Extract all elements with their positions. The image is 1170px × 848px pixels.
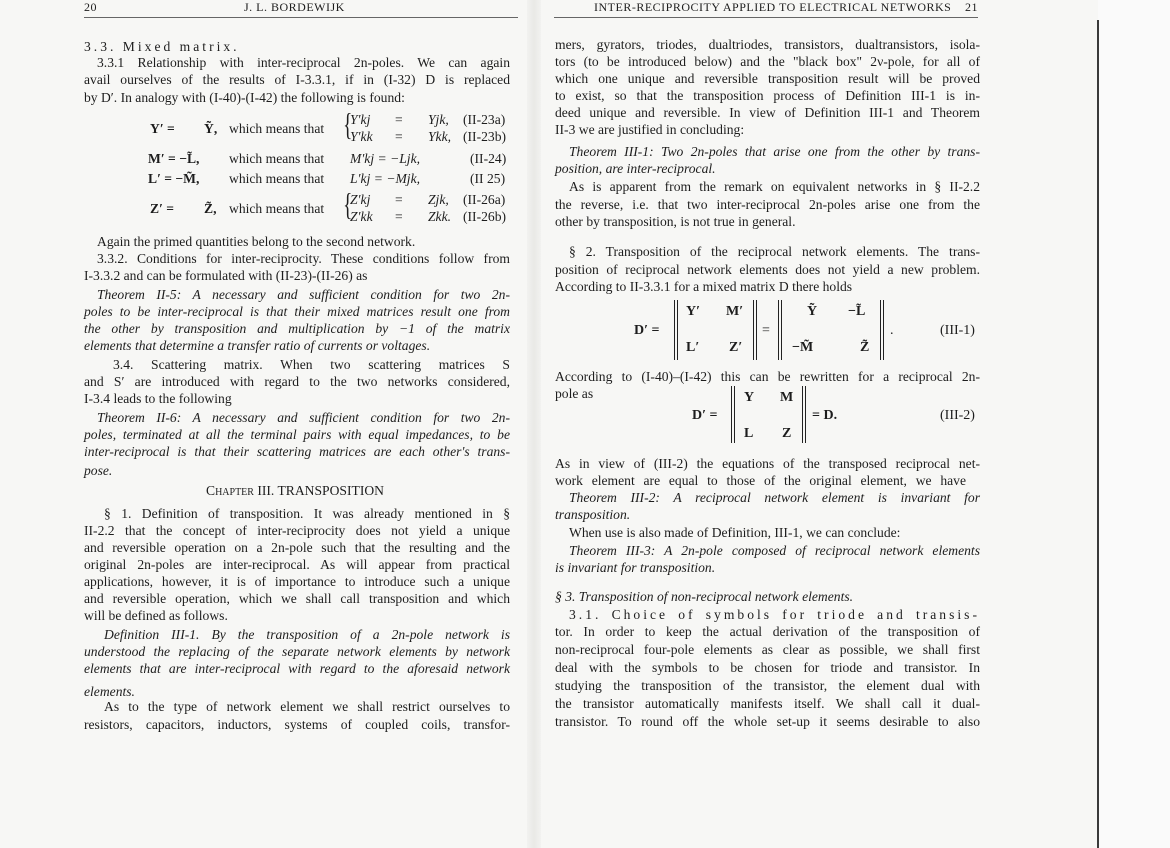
text-line: deed unique and reversible. In view of Definition III-1 and Theorem	[555, 105, 980, 120]
text-line: work element are equal to those of the original element, we have	[555, 473, 966, 488]
text-line: 3.3.2. Conditions for inter-reciprocity. These conditions follow from	[97, 251, 510, 266]
text-line: 3.4. Scattering matrix. When two scattering matrices S	[113, 357, 510, 372]
text-line: II-3 we are justified in concluding:	[555, 122, 745, 137]
matrix-cell: M′	[726, 304, 744, 319]
section-heading: 3.3. Mixed matrix.	[84, 39, 240, 54]
eq-term: Yjk,	[428, 112, 449, 127]
eq-number: (II-23a)	[463, 112, 506, 127]
text-line: which one unique and reversible transposition result will be proved	[555, 71, 980, 86]
text-line: and S′ are introduced with regard to the two networks considered,	[84, 374, 510, 389]
chapter-heading: Chapter III. TRANSPOSITION	[206, 483, 384, 498]
theorem-line: elements that determine a transfer ratio of currents or voltages.	[84, 338, 431, 353]
matrix-cell: Z̃	[860, 340, 870, 355]
text-line: avail ourselves of the results of I-3.3.1, if in (I-32) D is replaced	[84, 72, 510, 87]
eq-text: which means that	[229, 201, 325, 216]
eq-number: (II-24)	[470, 151, 507, 166]
matrix-cell: Z	[782, 426, 792, 441]
text-line: and reversible operation on a 2n-pole such that the resulting and the	[84, 540, 510, 555]
text-line: According to II-3.3.1 for a mixed matrix D there holds	[555, 279, 853, 294]
text-line: position of reciprocal network elements does not yield a new problem.	[555, 262, 980, 277]
text-line: other by transposition, is not true in general.	[555, 214, 796, 229]
text-line: original 2n-poles are inter-reciprocal. As will appear from practical	[84, 557, 510, 572]
matrix-rhs: = D.	[812, 408, 838, 423]
eq-lhs: Y′ =	[150, 121, 175, 136]
theorem-line: Theorem II-6: A necessary and sufficient condition for two 2n-	[97, 410, 510, 425]
theorem-line: transposition.	[555, 507, 631, 522]
eq-lhs: Z′ =	[150, 201, 175, 216]
theorem-line: Theorem II-5: A necessary and sufficient condition for two 2n-	[97, 287, 510, 302]
theorem-line: the other by transposition and multiplication by −1 of the matrix	[84, 321, 510, 336]
matrix-equals: =	[762, 323, 770, 338]
eq-term: Y′kj	[350, 112, 371, 127]
text-line: § 1. Definition of transposition. It was already mentioned in §	[104, 506, 510, 521]
eq-term: Zkk.	[428, 209, 452, 224]
matrix-bar	[880, 300, 884, 360]
matrix-cell: L′	[686, 340, 700, 355]
text-line: pole as	[555, 386, 594, 401]
page-edge	[1098, 0, 1170, 848]
theorem-line: inter-reciprocal is that their scattering matrices are each other's trans-	[84, 444, 510, 459]
matrix-cell: Y	[744, 390, 755, 405]
text-line: transistor. To round off the whole set-up it seems desirable to also	[555, 714, 980, 729]
eq-equals: =	[395, 112, 403, 127]
text-line: non-reciprocal four-pole elements as clear as possible, we shall first	[555, 642, 980, 657]
brace-symbol: {	[343, 186, 353, 222]
definition-line: Definition III-1. By the transposition of a 2n-pole network is	[104, 627, 510, 642]
definition-line: elements.	[84, 684, 135, 699]
eq-rhs: Z̃,	[204, 201, 217, 216]
running-head-right: INTER-RECIPROCITY APPLIED TO ELECTRICAL NETWORKS	[594, 0, 952, 14]
text-line: to exist, so that the transposition process of Definition III-1 is in-	[555, 88, 980, 103]
subsection-heading: 3.1. Choice of symbols for triode and transis-	[569, 607, 980, 622]
eq-term: Z′kk	[350, 209, 373, 224]
eq-term: Ykk,	[428, 129, 452, 144]
matrix-cell: M	[780, 390, 794, 405]
theorem-line: Theorem III-1: Two 2n-poles that arise one from the other by trans-	[569, 144, 980, 159]
left-page	[0, 0, 540, 848]
eq-text: which means that	[229, 151, 325, 166]
text-line: studying the transposition of the transistor, the element dual with	[555, 678, 980, 693]
matrix-bar	[674, 300, 678, 360]
matrix-period: .	[890, 323, 894, 338]
text-line: As is apparent from the remark on equivalent networks in § II-2.2	[569, 179, 980, 194]
eq-text: which means that	[229, 121, 325, 136]
eq-lhs: L′ = −M̃,	[148, 171, 200, 186]
eq-cond: M′kj = −Ljk,	[350, 151, 421, 166]
text-line: deal with the symbols to be chosen for triode and transistor. In	[555, 660, 980, 675]
eq-equals: =	[395, 192, 403, 207]
text-line: by D′. In analogy with (I-40)-(I-42) the following is found:	[84, 90, 405, 105]
text-line: resistors, capacitors, inductors, systems of coupled coils, transfor-	[84, 717, 510, 732]
text-line: Again the primed quantities belong to the second network.	[97, 234, 416, 249]
matrix-cell: Ỹ	[807, 304, 818, 319]
page-edge-line	[1097, 20, 1099, 848]
theorem-line: is invariant for transposition.	[555, 560, 716, 575]
right-header	[554, 0, 978, 18]
theorem-line: poles to be inter-reciprocal is that their mixed matrices result one from	[84, 304, 510, 319]
theorem-line: position, are inter-reciprocal.	[555, 161, 716, 176]
page-number-right: 21	[965, 0, 978, 14]
theorem-line: Theorem III-2: A reciprocal network element is invariant for	[569, 490, 980, 505]
matrix-cell: −M̃	[792, 340, 814, 355]
matrix-cell: −L̃	[848, 304, 866, 319]
text-line: When use is also made of Definition, III-1, we can conclude:	[569, 525, 901, 540]
matrix-bar	[802, 386, 806, 443]
eq-number: (III-2)	[940, 408, 975, 423]
text-line: mers, gyrators, triodes, dualtriodes, transistors, dualtransistors, isola-	[555, 37, 980, 52]
eq-equals: =	[395, 129, 403, 144]
eq-number: (III-1)	[940, 323, 975, 338]
text-line: applications, however, it is of importance to introduce such a unique	[84, 574, 510, 589]
matrix-cell: Z′	[729, 340, 743, 355]
eq-term: Y′kk	[350, 129, 373, 144]
page-number-left: 20	[84, 0, 97, 14]
text-line: I-3.3.2 and can be formulated with (II-23)-(II-26) as	[84, 268, 368, 283]
eq-number: (II-23b)	[463, 129, 507, 144]
text-line: According to (I-40)–(I-42) this can be rewritten for a reciprocal 2n-	[555, 369, 980, 384]
theorem-line: Theorem III-3: A 2n-pole composed of reciprocal network elements	[569, 543, 980, 558]
right-page	[540, 0, 1100, 848]
text-line: As in view of (III-2) the equations of the transposed reciprocal net-	[555, 456, 980, 471]
matrix-bar	[731, 386, 735, 443]
eq-lhs: M′ = −L̃,	[148, 151, 200, 166]
text-line: 3.3.1 Relationship with inter-reciprocal 2n-poles. We can again	[97, 55, 510, 70]
text-line: tor. In order to keep the actual derivation of the transposition of	[555, 624, 980, 639]
eq-number: (II 25)	[470, 171, 506, 186]
text-line: the reverse, i.e. that two inter-reciprocal 2n-poles arise one from the	[555, 197, 980, 212]
brace-symbol: {	[343, 106, 353, 142]
text-line: § 2. Transposition of the reciprocal network elements. The trans-	[569, 244, 980, 259]
eq-cond: L′kj = −Mjk,	[350, 171, 421, 186]
text-line: I-3.4 leads to the following	[84, 391, 232, 406]
matrix-cell: Y′	[686, 304, 701, 319]
text-line: the transistor automatically manifests itself. We shall call it dual-	[555, 696, 980, 711]
section-heading: § 3. Transposition of non-reciprocal network elements.	[555, 589, 854, 604]
matrix-lhs: D′ =	[634, 323, 660, 338]
text-line: and reversible operation, which we shall call transposition and which	[84, 591, 510, 606]
running-head-left: J. L. BORDEWIJK	[244, 0, 345, 14]
eq-number: (II-26a)	[463, 192, 506, 207]
eq-number: (II-26b)	[463, 209, 507, 224]
eq-term: Zjk,	[428, 192, 449, 207]
book-gutter	[527, 0, 541, 848]
text-line: II-2.2 that the concept of inter-reciprocity does not yield a unique	[84, 523, 510, 538]
eq-equals: =	[395, 209, 403, 224]
definition-line: understood the replacing of the separate network elements by network	[84, 644, 510, 659]
text-line: tors (to be introduced below) and the "black box" 2ν-pole, for all of	[555, 54, 980, 69]
theorem-line: poles, terminated at all the terminal pairs with equal impedances, to be	[84, 427, 510, 442]
text-line: will be defined as follows.	[84, 608, 228, 623]
matrix-bar	[753, 300, 757, 360]
eq-term: Z′kj	[350, 192, 371, 207]
left-header	[84, 0, 518, 18]
matrix-bar	[778, 300, 782, 360]
eq-rhs: Ỹ,	[204, 121, 218, 136]
text-line: As to the type of network element we shall restrict ourselves to	[104, 699, 510, 714]
definition-line: elements that are inter-reciprocal with regard to the aforesaid network	[84, 661, 510, 676]
theorem-line: pose.	[84, 463, 113, 478]
matrix-lhs: D′ =	[692, 408, 718, 423]
matrix-cell: L	[744, 426, 754, 441]
eq-text: which means that	[229, 171, 325, 186]
